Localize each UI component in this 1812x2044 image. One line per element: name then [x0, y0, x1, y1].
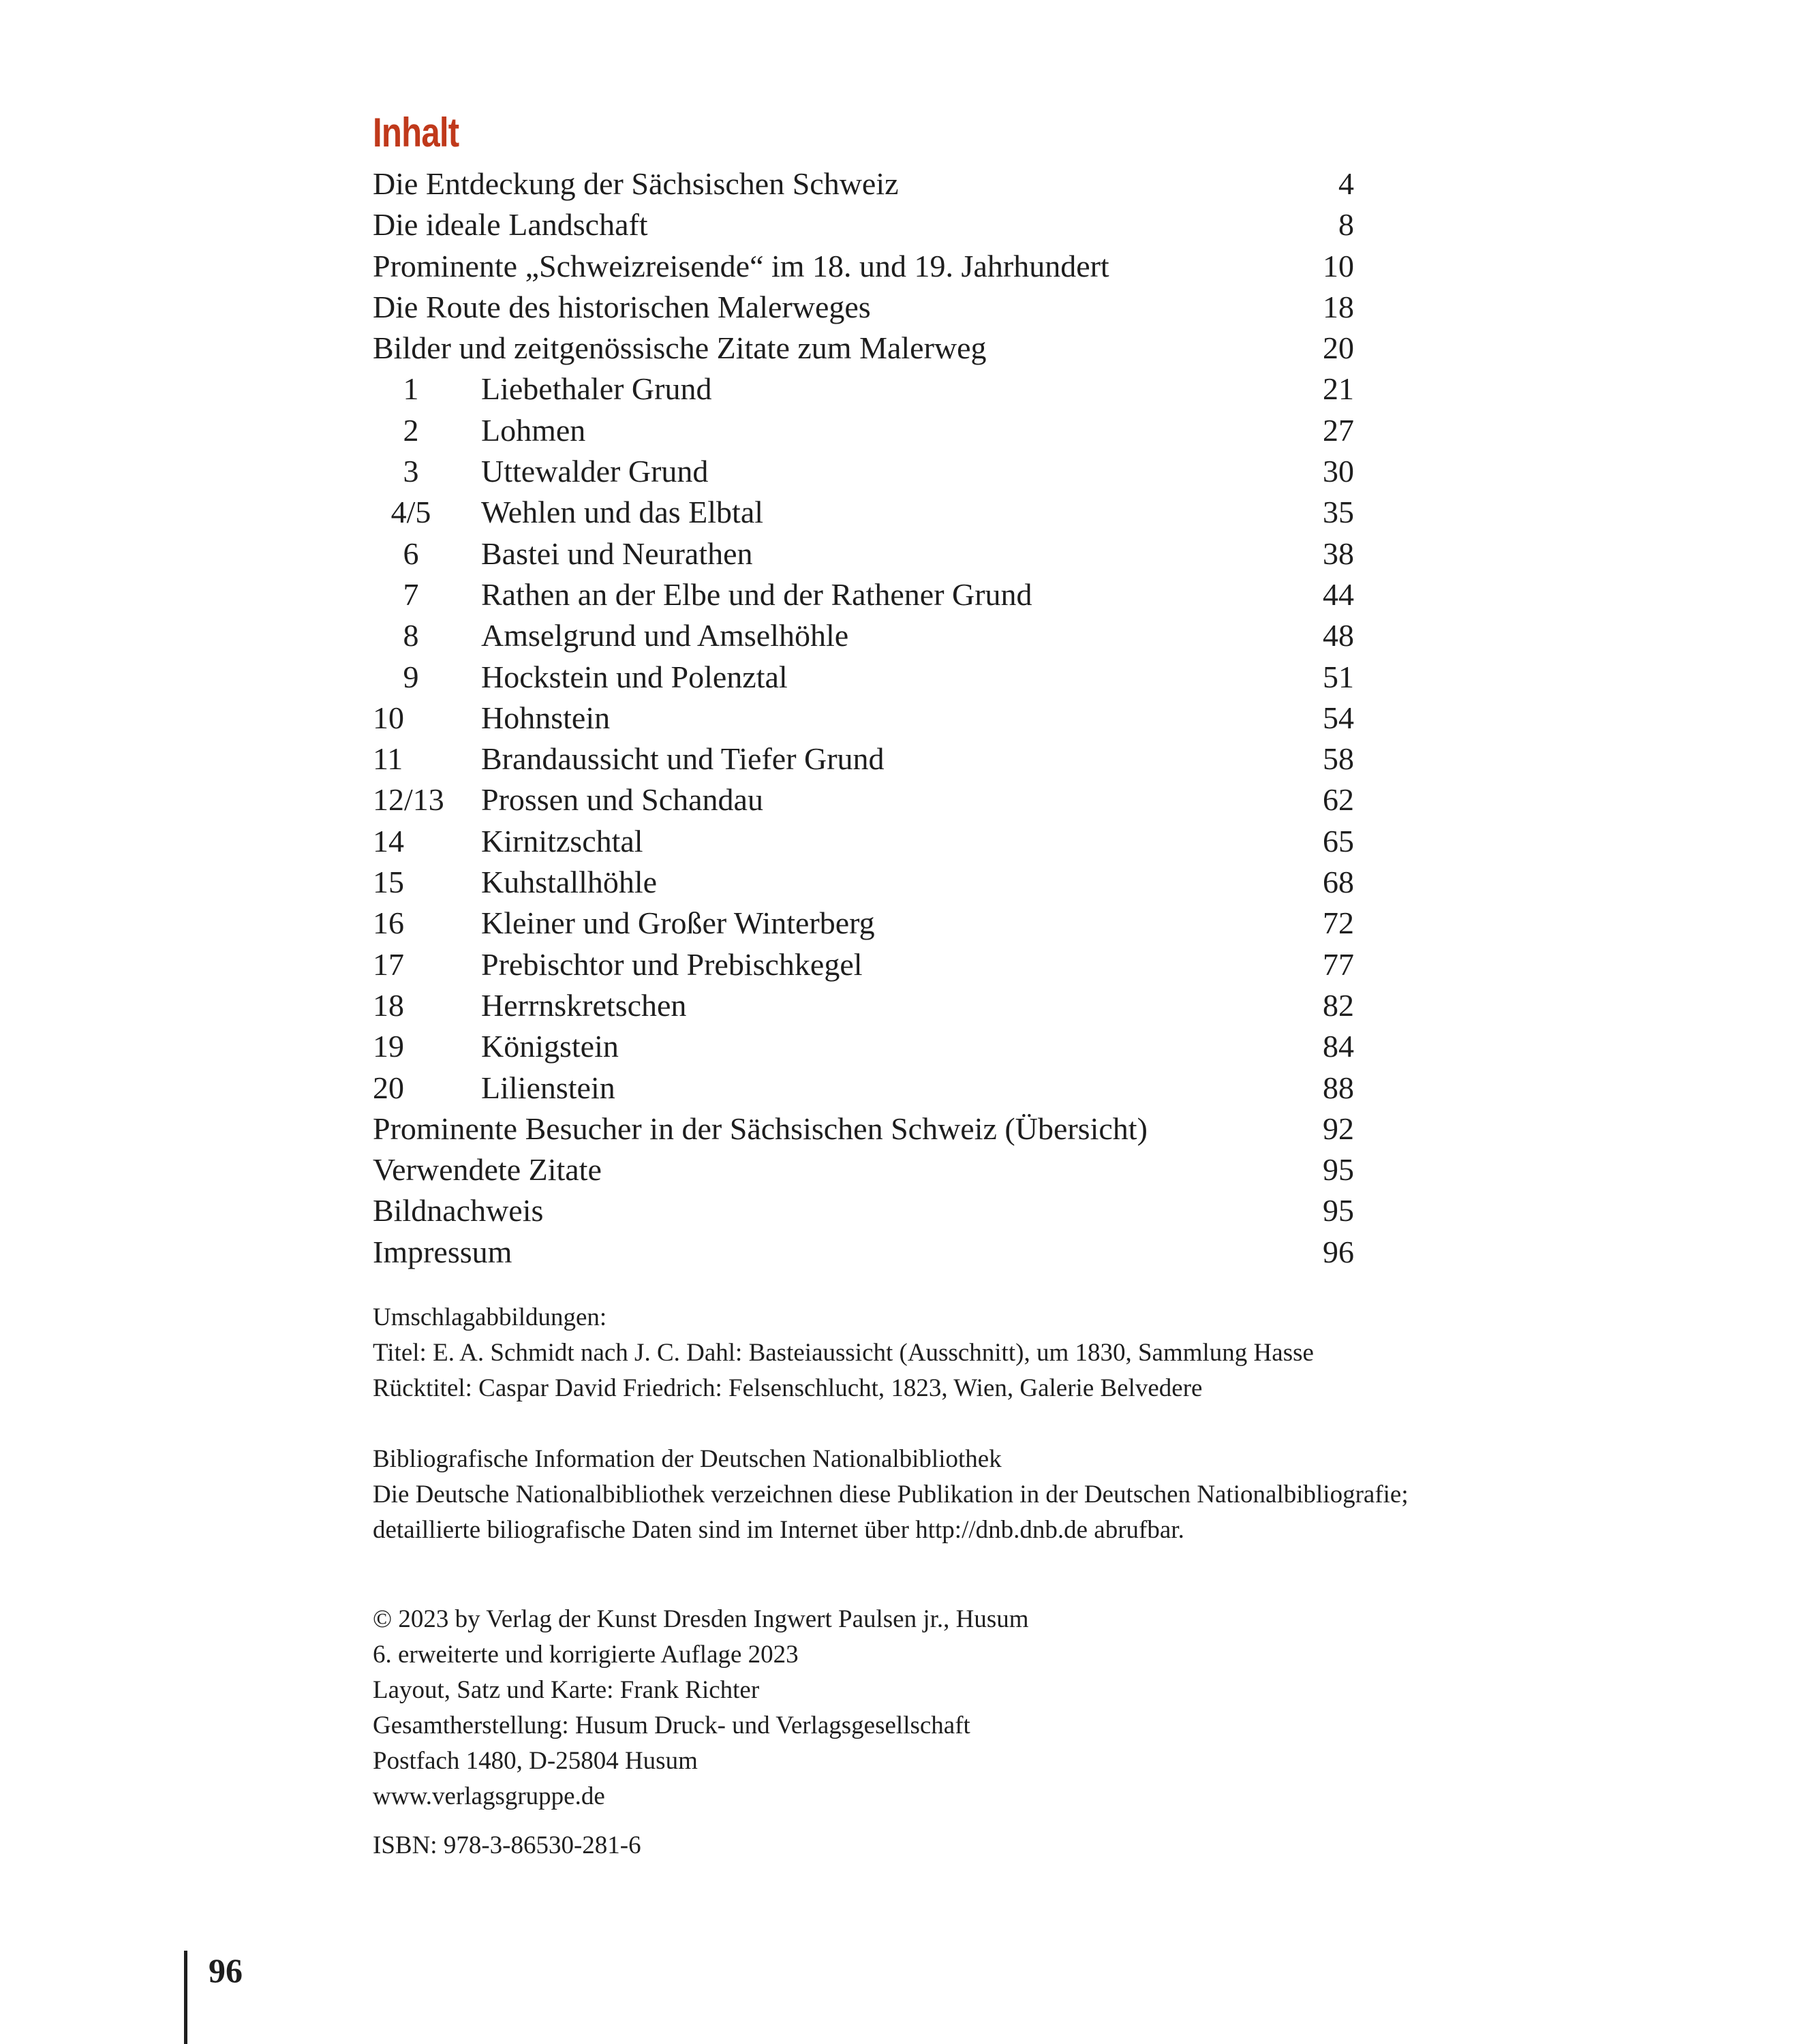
chapter-title: Prebischtor und Prebischkegel	[481, 946, 863, 982]
publisher-website: www.verlagsgruppe.de	[373, 1782, 605, 1810]
chapter-title: Lohmen	[481, 412, 586, 448]
bibliographic-info	[373, 1442, 1409, 1548]
chapter-number: 19	[373, 1029, 404, 1064]
toc-entry	[373, 246, 1361, 287]
chapter-title: Prossen und Schandau	[481, 782, 763, 818]
toc-entry	[373, 1149, 1361, 1190]
toc-entry	[373, 287, 1361, 328]
toc-entry-page: 38	[1323, 536, 1354, 571]
folio-rule	[184, 1951, 187, 2044]
toc-entry-page: 27	[1323, 412, 1354, 448]
chapter-number: 18	[373, 987, 404, 1023]
toc-entry	[373, 1232, 1361, 1273]
toc-chapter-entry	[373, 821, 1361, 862]
chapter-title: Herrnskretschen	[481, 987, 687, 1023]
toc-chapter-entry	[373, 1068, 1361, 1109]
postal-address: Postfach 1480, D-25804 Husum	[373, 1747, 698, 1775]
toc-chapter-entry	[373, 410, 1361, 451]
toc-entry-page: 58	[1323, 741, 1354, 777]
chapter-number: 11	[373, 741, 403, 777]
toc-entry-title: Die Entdeckung der Sächsischen Schweiz	[373, 166, 899, 201]
bibliographic-heading: Bibliografische Information der Deutschen Nationalbibliothek	[373, 1445, 1002, 1473]
toc-chapter-entry	[373, 985, 1361, 1026]
table-of-contents	[373, 164, 1361, 1273]
chapter-number: 7	[403, 576, 419, 612]
toc-entry-page: 96	[1323, 1234, 1354, 1269]
toc-entry-page: 68	[1323, 865, 1354, 900]
toc-chapter-entry	[373, 369, 1361, 409]
toc-chapter-entry	[373, 533, 1361, 574]
imprint	[373, 1602, 1029, 1863]
toc-entry	[373, 204, 1361, 245]
chapter-number: 2	[403, 412, 419, 448]
toc-entry-title: Prominente Besucher in der Sächsischen Schweiz (Übersicht)	[373, 1111, 1148, 1146]
chapter-title: Bastei und Neurathen	[481, 536, 753, 571]
chapter-number: 4/5	[390, 495, 431, 530]
toc-entry-page: 51	[1323, 659, 1354, 694]
chapter-title: Hohnstein	[481, 700, 611, 735]
chapter-number: 6	[403, 536, 419, 571]
toc-entry-page: 82	[1323, 987, 1354, 1023]
chapter-number: 10	[373, 700, 404, 735]
bibliographic-text: Die Deutsche Nationalbibliothek verzeichnen diese Publikation in der Deutschen Nationalbibliografie;	[373, 1481, 1409, 1508]
toc-entry-page: 65	[1323, 823, 1354, 858]
toc-entry-title: Bilder und zeitgenössische Zitate zum Malerweg	[373, 330, 987, 366]
copyright-line: © 2023 by Verlag der Kunst Dresden Ingwert Paulsen jr., Husum	[373, 1605, 1029, 1633]
chapter-title: Brandaussicht und Tiefer Grund	[481, 741, 885, 777]
toc-chapter-entry	[373, 657, 1361, 698]
toc-entry-page: 62	[1323, 782, 1354, 818]
chapter-title: Hockstein und Polenztal	[481, 659, 788, 694]
toc-chapter-entry	[373, 903, 1361, 944]
toc-entry-page: 18	[1323, 289, 1354, 324]
toc-entry-page: 35	[1323, 495, 1354, 530]
toc-entry-page: 72	[1323, 905, 1354, 941]
chapter-number: 14	[373, 823, 404, 858]
page-title: Inhalt	[373, 110, 459, 155]
chapter-title: Kirnitzschtal	[481, 823, 643, 858]
toc-entry-page: 8	[1338, 207, 1354, 243]
toc-entry-page: 21	[1323, 371, 1354, 407]
chapter-title: Lilienstein	[481, 1070, 615, 1105]
chapter-number: 3	[403, 454, 419, 489]
toc-chapter-entry	[373, 698, 1361, 739]
toc-entry-title: Die ideale Landschaft	[373, 207, 648, 243]
chapter-title: Uttewalder Grund	[481, 454, 709, 489]
chapter-title: Kleiner und Großer Winterberg	[481, 905, 875, 941]
chapter-title: Liebethaler Grund	[481, 371, 712, 407]
toc-chapter-entry	[373, 779, 1361, 820]
toc-chapter-entry	[373, 574, 1361, 615]
toc-entry-page: 88	[1323, 1070, 1354, 1105]
chapter-number: 9	[403, 659, 419, 694]
toc-entry-page: 44	[1323, 576, 1354, 612]
toc-entry-title: Bildnachweis	[373, 1193, 544, 1228]
toc-entry-title: Verwendete Zitate	[373, 1152, 602, 1188]
chapter-title: Wehlen und das Elbtal	[481, 495, 764, 530]
toc-entry-page: 48	[1323, 618, 1354, 653]
chapter-number: 17	[373, 946, 404, 982]
chapter-number: 8	[403, 618, 419, 653]
toc-entry-page: 92	[1323, 1111, 1354, 1146]
toc-entry-title: Impressum	[373, 1234, 512, 1269]
chapter-title: Amselgrund und Amselhöhle	[481, 618, 849, 653]
cover-credit-front: Titel: E. A. Schmidt nach J. C. Dahl: Basteiaussicht (Ausschnitt), um 1830, Sammlung Hasse	[373, 1339, 1314, 1367]
chapter-title: Kuhstallhöhle	[481, 865, 658, 900]
toc-chapter-entry	[373, 615, 1361, 656]
layout-credit: Layout, Satz und Karte: Frank Richter	[373, 1676, 760, 1704]
chapter-number: 20	[373, 1070, 404, 1105]
toc-chapter-entry	[373, 862, 1361, 903]
chapter-number: 12/13	[373, 782, 444, 818]
toc-entry	[373, 1190, 1361, 1231]
edition-line: 6. erweiterte und korrigierte Auflage 2023	[373, 1641, 799, 1669]
toc-chapter-entry	[373, 739, 1361, 779]
toc-entry-title: Die Route des historischen Malerweges	[373, 289, 871, 324]
toc-entry-page: 20	[1323, 330, 1354, 366]
chapter-number: 16	[373, 905, 404, 941]
toc-entry-page: 10	[1323, 248, 1354, 283]
production-credit: Gesamtherstellung: Husum Druck- und Verlagsgesellschaft	[373, 1712, 970, 1739]
toc-chapter-entry	[373, 451, 1361, 492]
toc-entry-page: 54	[1323, 700, 1354, 735]
cover-credit-back: Rücktitel: Caspar David Friedrich: Felsenschlucht, 1823, Wien, Galerie Belvedere	[373, 1374, 1203, 1402]
page-number: 96	[209, 1951, 243, 1989]
cover-credits	[373, 1300, 1314, 1406]
isbn: ISBN: 978-3-86530-281-6	[373, 1831, 641, 1859]
toc-entry	[373, 328, 1361, 369]
bibliographic-text: detaillierte biliografische Daten sind im Internet über http://dnb.dnb.de abrufbar.	[373, 1516, 1184, 1544]
toc-entry-page: 95	[1323, 1193, 1354, 1228]
chapter-title: Rathen an der Elbe und der Rathener Grund	[481, 576, 1032, 612]
toc-entry-page: 84	[1323, 1029, 1354, 1064]
toc-entry-page: 4	[1338, 166, 1354, 201]
toc-entry-title: Prominente „Schweizreisende“ im 18. und 19. Jahrhundert	[373, 248, 1109, 283]
toc-entry	[373, 164, 1361, 204]
toc-chapter-entry	[373, 1026, 1361, 1067]
toc-chapter-entry	[373, 492, 1361, 533]
chapter-number: 1	[403, 371, 419, 407]
toc-entry-page: 95	[1323, 1152, 1354, 1188]
toc-chapter-entry	[373, 944, 1361, 985]
toc-entry-page: 77	[1323, 946, 1354, 982]
toc-entry	[373, 1109, 1361, 1149]
chapter-title: Königstein	[481, 1029, 619, 1064]
cover-credits-label: Umschlagabbildungen:	[373, 1303, 607, 1331]
toc-entry-page: 30	[1323, 454, 1354, 489]
chapter-number: 15	[373, 865, 404, 900]
